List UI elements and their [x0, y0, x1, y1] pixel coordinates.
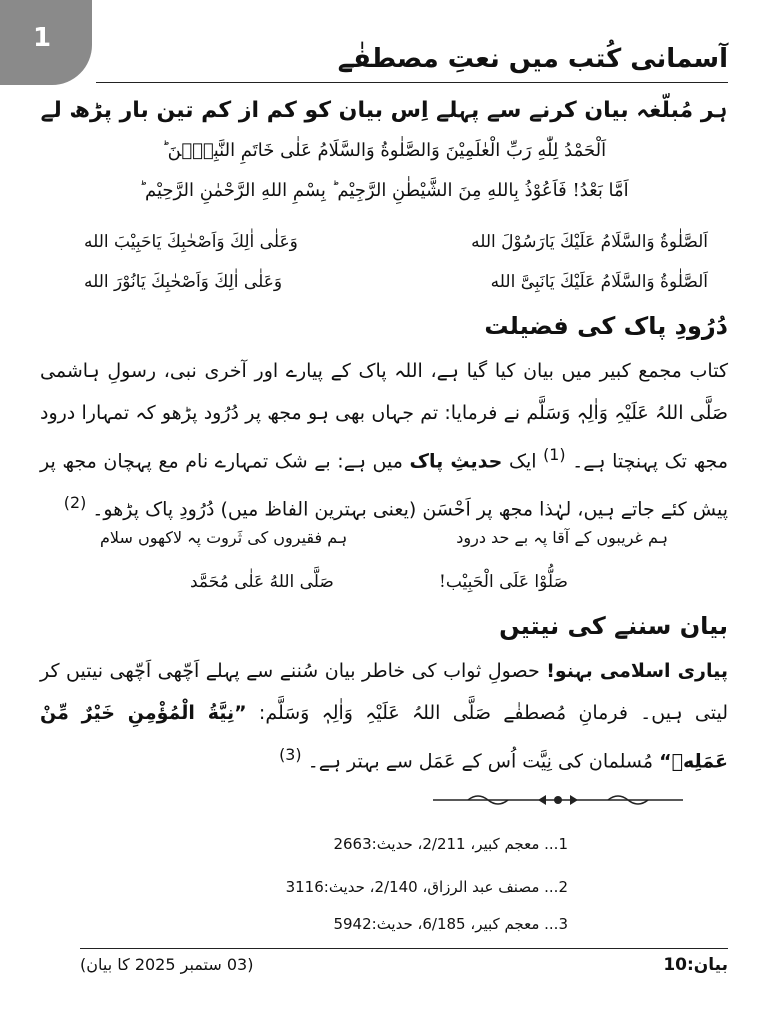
couplet-right: ہم غریبوں کے آقا پہ بے حد درود — [456, 528, 668, 547]
header-divider — [96, 82, 728, 83]
paragraph-text: مُسلمان کی نِیَّت اُس کے عَمَل سے بہتر ہے۔ — [307, 750, 654, 773]
durood-left: صَلَّی اللهُ عَلٰی مُحَمَّد — [190, 572, 334, 592]
salawat-row-2 — [84, 272, 708, 292]
poetry-couplet — [100, 528, 668, 547]
footer-divider — [80, 948, 728, 949]
section-heading-niyyatein: بیان سننے کی نیتیں — [499, 612, 728, 640]
paragraph-text: کتاب مجمع کبیر میں بیان کیا گیا ہے، اللہ پاک کے پیارے اور آخری نبی، رسولِ ہاشمی صَلَّی اللہُ عَلَیْہِ وَاٰلِہٖ وَسَلَّم نے فرمایا: تم جہاں بھی ہو مجھ پر دُرُود پڑھو کہ تمہارا درود مجھ تک پہنچتا ہے۔ — [40, 360, 728, 473]
footer-bayan-number: بیان:10 — [663, 955, 728, 975]
reference-marker: (1) — [543, 445, 566, 464]
footnote-1: 1... معجم کبیر، 2/211، حدیث:2663 — [333, 835, 568, 853]
salawat-row-1 — [84, 232, 708, 252]
reference-marker: (3) — [279, 745, 302, 764]
reference-marker: (2) — [63, 493, 87, 513]
paragraph-text: ایک — [508, 450, 537, 473]
salawat-row-1-right: اَلصَّلٰوةُ وَالسَّلَامُ عَلَیْكَ یَارَسُوْلَ الله — [471, 232, 708, 252]
salawat-row-2-left: وَعَلٰی اٰلِكَ وَاَصْحٰبِكَ یَانُوْرَ الله — [84, 272, 283, 292]
page-number: 1 — [32, 22, 52, 53]
paragraph-niyyatein — [40, 650, 728, 782]
durood-line — [190, 572, 568, 592]
bold-term: حدیثِ پاک — [409, 450, 503, 473]
paragraph-durood-fazilat — [40, 350, 728, 531]
couplet-left: ہم فقیروں کی ثَروت پہ لاکھوں سلام — [100, 528, 348, 547]
paragraph-text: حصولِ ثواب کی خاطر بیان سُننے سے پہلے اَچّھی اَچّھی نیتیں کر لیتی ہیں۔ فرمانِ مُصطفٰے صَلَّی اللہُ عَلَیْہِ وَاٰلِہٖ وَسَلَّم: — [40, 660, 728, 724]
taawwuz-line: اَمَّا بَعْدُ! فَاَعُوْذُ بِاللهِ مِنَ الشَّیْطٰنِ الرَّجِیْم ؕ بِسْمِ اللهِ الرَّحْمٰنِ الرَّحِیْم ؕ — [139, 180, 629, 201]
footer-date: (03 ستمبر 2025 کا بیان) — [80, 955, 254, 974]
hamd-line: اَلْحَمْدُ لِلّٰهِ رَبِّ الْعٰلَمِیْنَ وَالصَّلٰوةُ وَالسَّلَامُ عَلٰی خَاتَمِ النَّبِیّٖنَ ؕ — [161, 140, 607, 161]
section-heading-durood-fazilat: دُرُودِ پاک کی فضیلت — [484, 312, 728, 340]
salawat-row-1-left: وَعَلٰی اٰلِكَ وَاَصْحٰبِكَ یَاحَبِیْبَ الله — [84, 232, 298, 252]
instruction-line: ہر مُبلّغہ بیان کرنے سے پہلے اِس بیان کو کم از کم تین بار پڑھ لے — [40, 98, 728, 123]
page-number-badge — [0, 0, 92, 85]
ornament-divider-icon — [428, 790, 688, 810]
hadith-quote: ”نِیَّةُ الْمُؤْمِنِ خَیْرٌ مِّنْ عَمَلِهٖ“ — [40, 702, 728, 773]
footnote-2: 2... مصنف عبد الرزاق، 2/140، حدیث:3116 — [285, 878, 568, 896]
salawat-row-2-right: اَلصَّلٰوةُ وَالسَّلَامُ عَلَیْكَ یَانَبِیَّ الله — [490, 272, 708, 292]
durood-right: صَلُّوْا عَلَی الْحَبِیْب! — [439, 572, 568, 592]
header-title: آسمانی کُتب میں نعتِ مصطفٰے — [337, 44, 728, 74]
paragraph-text: میں ہے: بے شک تمہارے نام مع پہچان مجھ پر پیش کئے جاتے ہیں، لہٰذا مجھ پر اَحْسَن (یعنی بہترین الفاظ میں) دُرُودِ پاک پڑھو۔ — [40, 450, 728, 521]
footnote-3: 3... معجم کبیر، 6/185، حدیث:5942 — [333, 915, 568, 933]
bold-address: پیاری اسلامی بہنو! — [546, 660, 728, 682]
